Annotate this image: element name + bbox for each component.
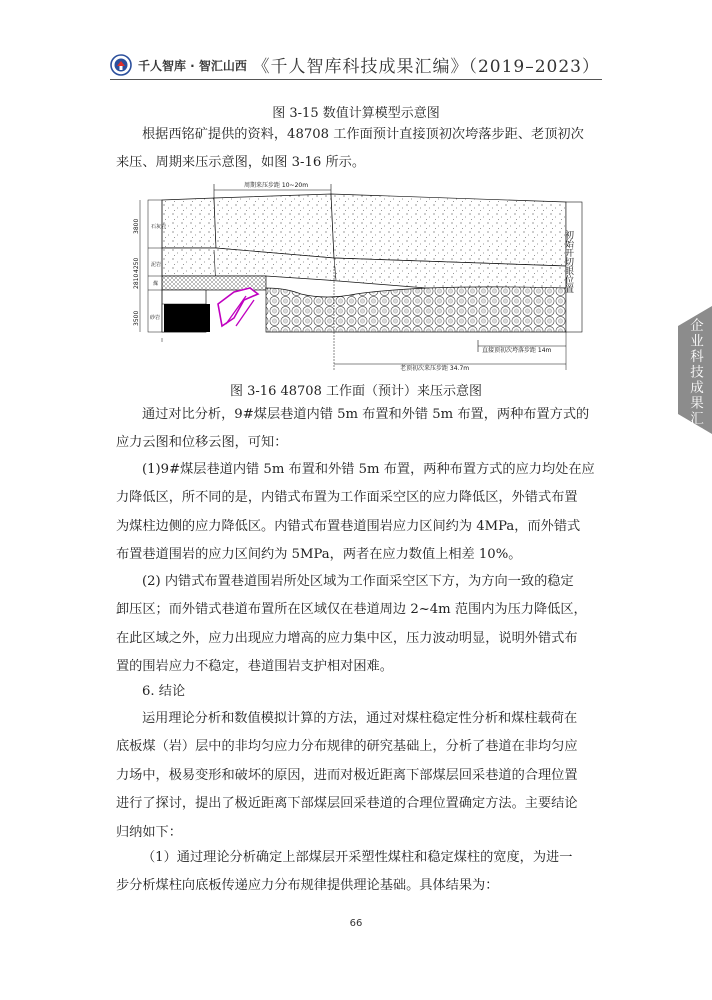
layer-label: 煤 — [153, 281, 159, 287]
dim-label: 3500 — [133, 310, 140, 326]
dim-label: 2810 — [133, 273, 140, 289]
text-line: 底板煤（岩）层中的非均匀应力分布规律的研究基础上，分析了巷道在非均匀应 — [116, 739, 578, 755]
text-line: (1)9#煤层巷道内错 5m 布置和外错 5m 布置，两种布置方式的应力均处在应 — [142, 462, 595, 477]
text-line: 力降低区，所不同的是，内错式布置为工作面采空区的应力降低区，外错式布置 — [116, 490, 578, 506]
header-logo — [110, 54, 247, 76]
page-header — [0, 0, 712, 90]
layer-label: 石灰岩 — [151, 224, 167, 230]
logo-icon — [110, 54, 132, 76]
header-title: 《千人智库科技成果汇编》（2019–2023） — [252, 57, 600, 77]
header-divider — [110, 79, 602, 80]
paragraph-point-2 — [116, 568, 600, 682]
stratum-block-2 — [214, 194, 334, 258]
pressure-diagram — [126, 176, 586, 372]
stratum-block-3 — [331, 194, 566, 266]
logo-text: 千人智库 · 智汇山西 — [138, 58, 247, 73]
text-line: 运用理论分析和数值模拟计算的方法，通过对煤柱稳定性分析和煤柱载荷在 — [142, 711, 578, 726]
paragraph-point-1 — [116, 456, 600, 570]
immediate-roof-label: 直接顶初次垮落步距 14m — [482, 347, 552, 354]
text-line: 布置巷道围岩的应力区间约为 5MPa，两者在应力数值上相差 10%。 — [116, 547, 522, 563]
layer-label: 砂岩 — [150, 315, 161, 321]
figure-3-16 — [126, 176, 586, 372]
intro-paragraph — [116, 121, 600, 178]
page-number: 66 — [349, 918, 363, 929]
coal-pillar — [164, 304, 210, 332]
text-line: 为煤柱边侧的应力降低区。内错式布置巷道围岩应力区间约为 4MPa，而外错式 — [116, 518, 581, 534]
dim-label: 4250 — [133, 257, 140, 273]
text-line: 来压、周期来压示意图，如图 3-16 所示。 — [116, 155, 366, 171]
text-line: （1）通过理论分析确定上部煤层开采塑性煤柱和稳定煤柱的宽度，为进一 — [142, 850, 573, 865]
figure-3-16-caption: 图 3-16 48708 工作面（预计）来压示意图 — [230, 384, 482, 399]
section-heading: 6. 结论 — [142, 684, 186, 699]
stratum-block-1 — [162, 198, 216, 248]
text-line: 归纳如下： — [116, 824, 182, 840]
goaf-rubble — [266, 287, 566, 332]
periodic-label: 周期来压步距 10~20m — [244, 182, 309, 189]
side-tab-label: 企业科技成果汇编 — [687, 318, 703, 442]
dim-label: 3800 — [133, 218, 140, 234]
main-roof-label: 老顶初次来压步距 34.7m — [400, 365, 470, 372]
figure-3-15-caption: 图 3-15 数值计算模型示意图 — [272, 106, 440, 121]
right-label: 初始开切眼位置 — [563, 230, 573, 293]
text-line: 力场中，极易变形和破坏的原因，进而对极近距离下部煤层回采巷道的合理位置 — [116, 767, 578, 783]
text-line: 通过对比分析，9#煤层巷道内错 5m 布置和外错 5m 布置，两种布置方式的 — [142, 407, 590, 422]
text-line: 根据西铭矿提供的资料，48708 工作面预计直接顶初次垮落步距、老顶初次 — [142, 127, 584, 142]
layer-label: 泥岩 — [151, 262, 162, 268]
text-line: 进行了探讨，提出了极近距离下部煤层回采巷道的合理位置确定方法。主要结论 — [116, 796, 578, 812]
paragraph-conclusion-intro — [116, 705, 600, 847]
text-line: (2) 内错式布置巷道围岩所处区域为工作面采空区下方，为方向一致的稳定 — [142, 574, 574, 589]
text-line: 卸压区；而外错式巷道布置所在区域仅在巷道周边 2~4m 范围内为压力降低区， — [116, 602, 587, 618]
text-line: 置的围岩应力不稳定，巷道围岩支护相对困难。 — [116, 659, 393, 675]
text-line: 应力云图和位移云图，可知： — [116, 435, 288, 451]
paragraph-comparison — [116, 401, 600, 458]
hydraulic-support — [218, 288, 258, 326]
text-line: 在此区域之外，应力出现应力增高的应力集中区，压力波动明显，说明外错式布 — [116, 630, 578, 646]
paragraph-conclusion-1 — [116, 844, 600, 901]
text-line: 步分析煤柱向底板传递应力分布规律提供理论基础。具体结果为： — [116, 878, 499, 894]
